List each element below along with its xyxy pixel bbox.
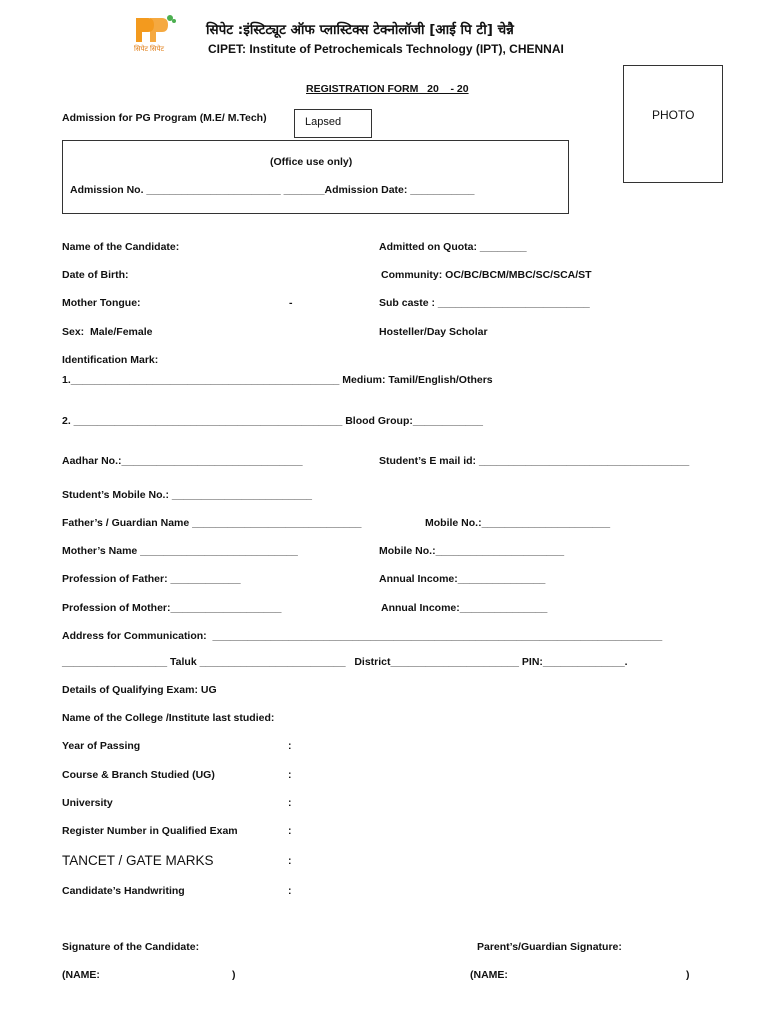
qual-row-label: Year of Passing xyxy=(62,740,141,752)
profession-mother-label: Profession of Mother:___________________ xyxy=(62,602,282,614)
email-label: Student’s E mail id: ____________________________________ xyxy=(379,455,690,467)
office-use-label: (Office use only) xyxy=(270,156,353,168)
candidate-name-close: ) xyxy=(232,969,236,981)
student-mobile-label: Student’s Mobile No.: ________________________ xyxy=(62,489,313,501)
qual-row-colon: : xyxy=(288,825,292,837)
annual-income-mother-label: Annual Income:_______________ xyxy=(381,602,548,614)
candidate-name-label: Name of the Candidate: xyxy=(62,241,180,253)
annual-income-father-label: Annual Income:_______________ xyxy=(379,573,546,585)
address-label: Address for Communication: _____________________________________________________________________________ xyxy=(62,630,663,642)
mother-name-label: Mother’s Name ___________________________ xyxy=(62,545,298,557)
qual-row-label: TANCET / GATE MARKS xyxy=(62,853,214,868)
identification-mark-2: 2. ______________________________________________ Blood Group:____________ xyxy=(62,415,483,427)
quota-label: Admitted on Quota: ________ xyxy=(379,241,527,253)
identification-mark-1: 1.______________________________________________ Medium: Tamil/English/Others xyxy=(62,374,493,386)
admission-no-line: Admission No. _______________________ _______Admission Date: ___________ xyxy=(70,184,475,196)
dob-label: Date of Birth: xyxy=(62,269,129,281)
hindi-title: सिपेट :इंस्टिट्यूट ऑफ प्लास्टिक्स टेक्नोलॉजी [आई पि टी] चेन्नै xyxy=(206,22,514,38)
mother-tongue-label: Mother Tongue: xyxy=(62,297,141,309)
form-title: REGISTRATION FORM 20 - 20 xyxy=(306,83,469,95)
english-title: CIPET: Institute of Petrochemicals Technology (IPT), CHENNAI xyxy=(208,42,564,56)
address-line-2: __________________ Taluk _________________________ District______________________ PIN:______________. xyxy=(62,656,628,668)
qual-row-label: Register Number in Qualified Exam xyxy=(62,825,238,837)
status-box xyxy=(294,109,372,138)
father-mobile-label: Mobile No.:______________________ xyxy=(425,517,611,529)
subcaste-label: Sub caste : __________________________ xyxy=(379,297,590,309)
parent-name-line: (NAME: xyxy=(470,969,508,981)
qual-row-label: Course & Branch Studied (UG) xyxy=(62,769,215,781)
identification-mark-label: Identification Mark: xyxy=(62,354,159,366)
photo-label: PHOTO xyxy=(652,108,695,122)
qualifying-heading: Details of Qualifying Exam: UG xyxy=(62,684,217,696)
college-label: Name of the College /Institute last studied: xyxy=(62,712,275,724)
aadhar-label: Aadhar No.:_______________________________ xyxy=(62,455,303,467)
community-label: Community: OC/BC/BCM/MBC/SC/SCA/ST xyxy=(381,269,592,281)
father-name-label: Father’s / Guardian Name _____________________________ xyxy=(62,517,362,529)
photo-box xyxy=(623,65,723,183)
mother-mobile-label: Mobile No.:______________________ xyxy=(379,545,565,557)
cipet-logo xyxy=(128,12,180,58)
logo-text: सिपेट सिपेट xyxy=(134,46,165,53)
hosteller-label: Hosteller/Day Scholar xyxy=(379,326,488,338)
qual-row-label: University xyxy=(62,797,113,809)
qual-row-colon: : xyxy=(288,797,292,809)
sex-label: Sex: Male/Female xyxy=(62,326,153,338)
office-use-box xyxy=(62,140,569,214)
candidate-name-line: (NAME: xyxy=(62,969,100,981)
parent-signature-label: Parent’s/Guardian Signature: xyxy=(477,941,622,953)
candidate-signature-label: Signature of the Candidate: xyxy=(62,941,200,953)
qual-row-colon: : xyxy=(288,885,292,897)
admission-program: Admission for PG Program (M.E/ M.Tech) xyxy=(62,112,267,124)
parent-name-close: ) xyxy=(686,969,690,981)
mother-tongue-dash: - xyxy=(289,297,293,309)
qual-row-label: Candidate’s Handwriting xyxy=(62,885,185,897)
qual-row-colon: : xyxy=(288,769,292,781)
profession-father-label: Profession of Father: ____________ xyxy=(62,573,241,585)
qual-row-colon: : xyxy=(288,855,292,867)
status-text: Lapsed xyxy=(305,116,342,128)
qual-row-colon: : xyxy=(288,740,292,752)
